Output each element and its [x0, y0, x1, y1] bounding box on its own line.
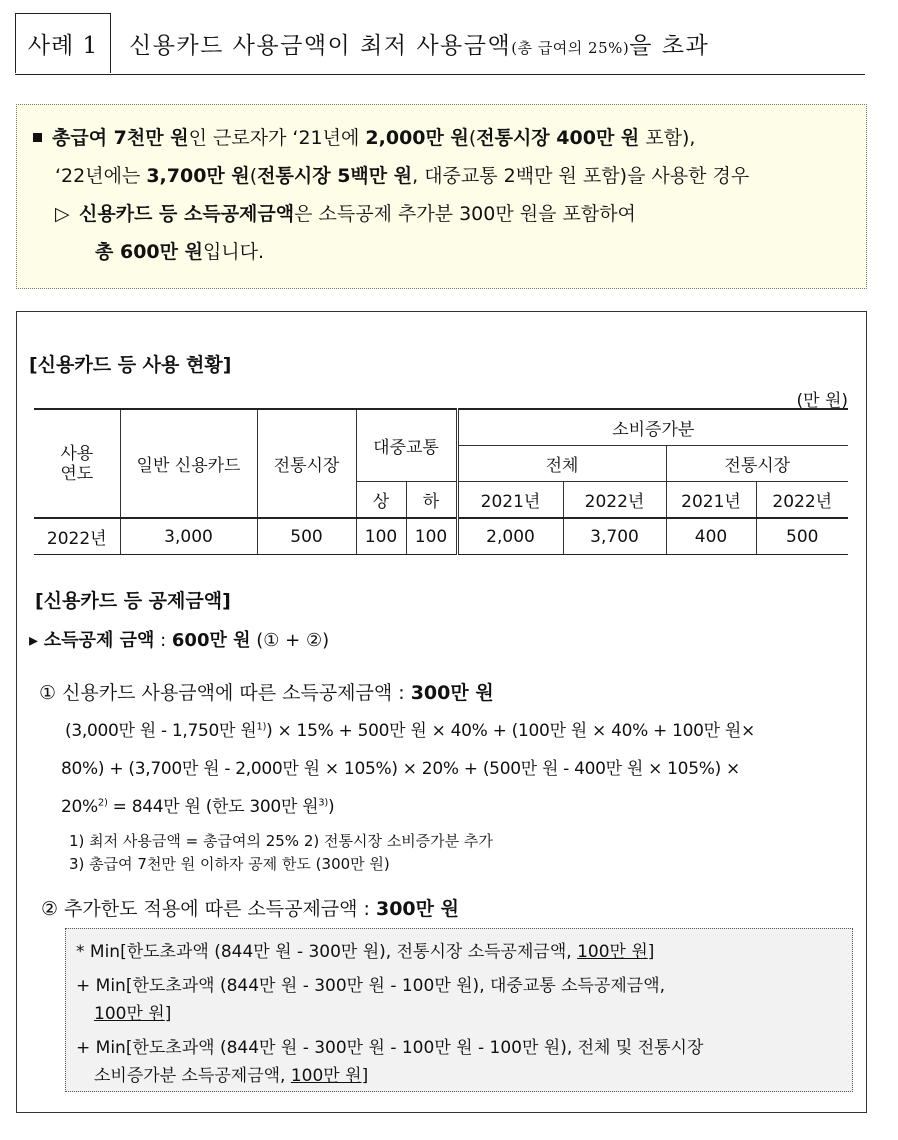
summary-line-1: 총급여 7천만 원인 근로자가 ‘21년에 2,000만 원(전통시장 400만 원 포함), — [31, 119, 856, 157]
formula-line-3b: 소비증가분 소득공제금액, 100만 원] — [94, 1066, 369, 1086]
summary-line-3: ▷ 신용카드 등 소득공제금액은 소득공제 추가분 300만 원을 포함하여 — [31, 195, 856, 233]
title-underline — [15, 74, 865, 75]
title-end: 을 초과 — [629, 33, 710, 59]
cell-total-2022: 3,700 — [563, 518, 666, 555]
formula-line-2: + Min[한도초과액 (844만 원 - 300만 원 - 100만 원), 대중교통 소득공제금액, — [76, 976, 666, 996]
cell-traditional-market: 500 — [257, 518, 356, 555]
header-traditional: 전통시장 — [666, 446, 848, 482]
header-traditional-market: 전통시장 — [257, 409, 356, 518]
header-general-card: 일반 신용카드 — [120, 409, 257, 518]
formula-line-3: + Min[한도초과액 (844만 원 - 300만 원 - 100만 원 - 100만 원), 전체 및 전통시장 — [76, 1038, 704, 1058]
item1-title: ① 신용카드 사용금액에 따른 소득공제금액 : 300만 원 — [39, 682, 494, 704]
cell-transport-upper: 100 — [356, 518, 406, 555]
cell-general-card: 3,000 — [120, 518, 257, 555]
summary-box — [16, 104, 867, 289]
footnote-1: 1) 최저 사용금액 = 총급여의 25% 2) 전통시장 소비증가분 추가 — [69, 832, 493, 850]
formula-line-2b: 100만 원] — [94, 1004, 172, 1024]
header-year: 사용 연도 — [34, 409, 120, 518]
triangle-bullet-icon: ▷ — [55, 203, 70, 225]
unit-label: (만 원) — [796, 391, 848, 411]
item1-calc-line-3: 20%$^{2)}$ = 844만 원 (한도 300만 원$^{3)}$) — [61, 797, 335, 817]
usage-table — [34, 408, 848, 555]
deduction-heading: [신용카드 등 공제금액] — [35, 590, 231, 612]
usage-heading: [신용카드 등 사용 현황] — [29, 354, 232, 376]
summary-line-2: ‘22년에는 3,700만 원(전통시장 5백만 원, 대중교통 2백만 원 포함)을 사용한 경우 — [55, 165, 750, 187]
cell-trad-2022: 500 — [756, 518, 848, 555]
detail-box — [16, 311, 867, 1113]
title-main: 신용카드 사용금액이 최저 사용금액 — [129, 33, 512, 59]
small-triangle-icon: ▸ — [29, 630, 39, 651]
cell-total-2021: 2,000 — [457, 518, 563, 555]
item2-title: ② 추가한도 적용에 따른 소득공제금액 : 300만 원 — [41, 898, 459, 920]
item1-calc-line-1: (3,000만 원 - 1,750만 원$^{1)}$) × 15% + 500만 원 × 40% + (100만 원 × 40% + 100만 원× — [65, 721, 755, 741]
case-title — [129, 27, 709, 60]
case-label: 사례 1 — [15, 13, 111, 73]
item1-calc-line-2: 80%) + (3,700만 원 - 2,000만 원 × 105%) × 20% + (500만 원 - 400만 원 × 105%) × — [61, 759, 740, 779]
header-consumption-increase: 소비증가분 — [457, 409, 848, 446]
total-deduction-line: ▸ 소득공제 금액 : 600만 원 (① + ②) — [29, 630, 330, 651]
cell-transport-lower: 100 — [406, 518, 457, 555]
cell-year: 2022년 — [34, 518, 120, 555]
header-upper: 상 — [356, 482, 406, 519]
footnote-2: 3) 총급여 7천만 원 이하자 공제 한도 (300만 원) — [69, 855, 390, 873]
case-title-bar — [15, 13, 865, 75]
formula-box — [65, 928, 853, 1092]
header-public-transport: 대중교통 — [356, 409, 457, 482]
header-total: 전체 — [457, 446, 666, 482]
header-lower: 하 — [406, 482, 457, 519]
header-total-2022: 2022년 — [563, 482, 666, 519]
square-bullet-icon — [33, 133, 42, 142]
cell-trad-2021: 400 — [666, 518, 756, 555]
header-trad-2021: 2021년 — [666, 482, 756, 519]
table-row — [34, 518, 848, 555]
summary-line-4: 총 600만 원입니다. — [95, 241, 265, 263]
title-small: (총 급여의 25%) — [511, 39, 630, 57]
header-trad-2022: 2022년 — [756, 482, 848, 519]
header-total-2021: 2021년 — [457, 482, 563, 519]
formula-line-1: * Min[한도초과액 (844만 원 - 300만 원), 전통시장 소득공제금액, 100만 원] — [76, 942, 655, 962]
